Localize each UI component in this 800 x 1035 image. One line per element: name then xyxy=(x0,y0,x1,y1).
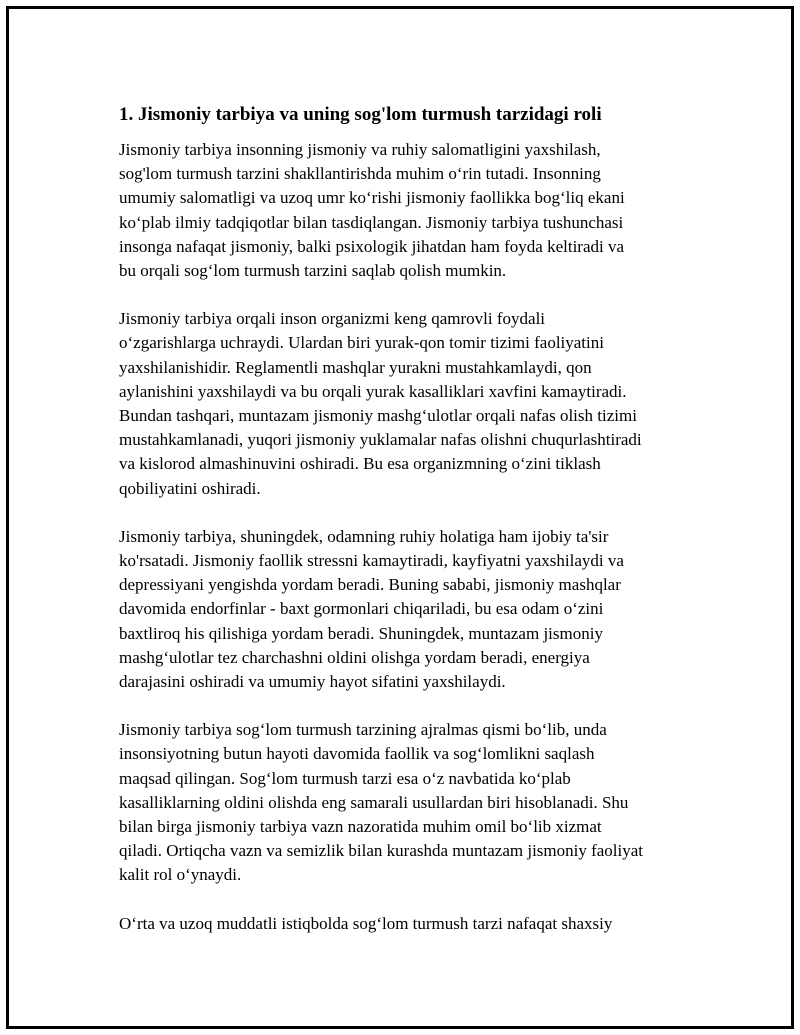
paragraph-3 xyxy=(119,525,699,694)
text-line: ko‘plab ilmiy tadqiqotlar bilan tasdiqlangan. Jismoniy tarbiya tushunchasi xyxy=(119,212,624,232)
text-line: Jismoniy tarbiya, shuningdek, odamning ruhiy holatiga ham ijobiy ta'sir xyxy=(119,526,609,546)
text-line: aylanishini yaxshilaydi va bu orqali yurak kasalliklari xavfini kamaytiradi. xyxy=(119,381,627,401)
section-heading: 1. Jismoniy tarbiya va uning sog'lom turmush tarzidagi roli xyxy=(119,104,602,125)
text-line: Jismoniy tarbiya insonning jismoniy va ruhiy salomatligini yaxshilash, xyxy=(119,140,601,159)
page-frame xyxy=(6,6,794,1029)
text-line: o‘zgarishlarga uchraydi. Ulardan biri yurak-qon tomir tizimi faoliyatini xyxy=(119,333,604,353)
text-line: Jismoniy tarbiya sog‘lom turmush tarzining ajralmas qismi bo‘lib, unda xyxy=(119,720,607,740)
text-line: kasalliklarning oldini olishda eng samarali usullardan biri hisoblanadi. Shu xyxy=(119,792,629,812)
text-line: baxtliroq his qilishiga yordam beradi. Shuningdek, muntazam jismoniy xyxy=(119,623,603,643)
text-line: ko'rsatadi. Jismoniy faollik stressni kamaytiradi, kayfiyatni yaxshilaydi va xyxy=(119,551,624,571)
document-body xyxy=(119,102,699,960)
paragraph-1 xyxy=(119,138,699,283)
text-line: qiladi. Ortiqcha vazn va semizlik bilan kurashda muntazam jismoniy faoliyat xyxy=(119,841,644,861)
text-line: Jismoniy tarbiya orqali inson organizmi keng qamrovli foydali xyxy=(119,309,546,329)
text-line: va kislorod almashinuvini oshiradi. Bu esa organizmning o‘zini tiklash xyxy=(119,454,601,474)
text-line: bu orqali sog‘lom turmush tarzini saqlab qolish mumkin. xyxy=(119,261,507,281)
text-line: yaxshilanishidir. Reglamentli mashqlar yurakni mustahkamlaydi, qon xyxy=(119,357,592,377)
text-line: kalit rol o‘ynaydi. xyxy=(119,865,242,885)
paragraph-5 xyxy=(119,912,699,936)
text-line: davomida endorfinlar - baxt gormonlari chiqariladi, bu esa odam o‘zini xyxy=(119,599,604,619)
text-line: mustahkamlanadi, yuqori jismoniy yuklamalar nafas olishni chuqurlashtiradi xyxy=(119,430,642,450)
text-line: mashg‘ulotlar tez charchashni oldini olishga yordam beradi, energiya xyxy=(119,647,590,667)
text-line: depressiyani yengishda yordam beradi. Buning sababi, jismoniy mashqlar xyxy=(119,575,621,595)
text-line: maqsad qilingan. Sog‘lom turmush tarzi esa o‘z navbatida ko‘plab xyxy=(119,768,571,788)
text-line: insonsiyotning butun hayoti davomida faollik va sog‘lomlikni saqlash xyxy=(119,744,595,764)
text-line: darajasini oshiradi va umumiy hayot sifatini yaxshilaydi. xyxy=(119,672,506,692)
text-line: insonga nafaqat jismoniy, balki psixologik jihatdan ham foyda keltiradi va xyxy=(119,236,625,256)
text-line: sog'lom turmush tarzini shakllantirishda muhim o‘rin tutadi. Insonning xyxy=(119,164,601,184)
text-line: bilan birga jismoniy tarbiya vazn nazoratida muhim omil bo‘lib xizmat xyxy=(119,817,602,837)
text-line: O‘rta va uzoq muddatli istiqbolda sog‘lom turmush tarzi nafaqat shaxsiy xyxy=(119,913,613,933)
text-line: qobiliyatini oshiradi. xyxy=(119,478,261,498)
text-line: umumiy salomatligi va uzoq umr ko‘rishi jismoniy faollikka bog‘liq ekani xyxy=(119,188,625,208)
text-line: Bundan tashqari, muntazam jismoniy mashg‘ulotlar orqali nafas olish tizimi xyxy=(119,406,637,426)
paragraph-2 xyxy=(119,307,699,501)
paragraph-4 xyxy=(119,718,699,887)
